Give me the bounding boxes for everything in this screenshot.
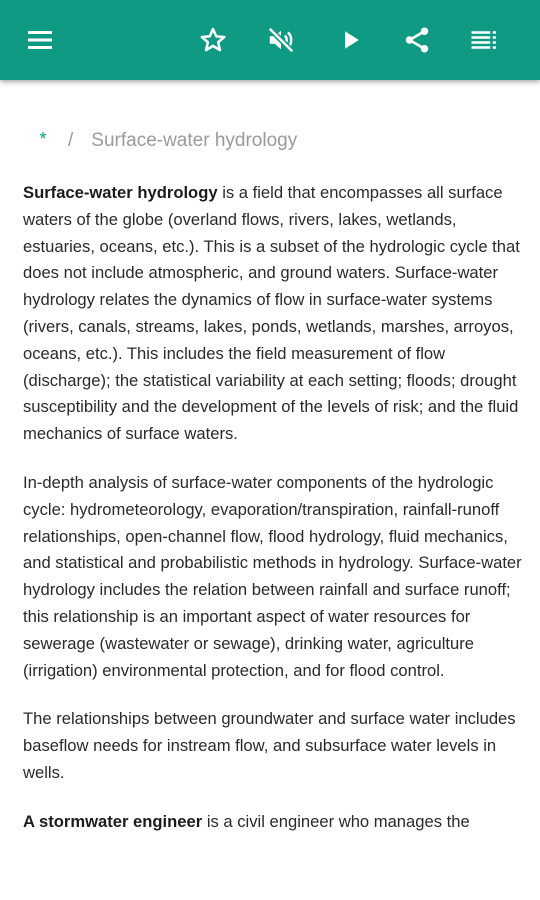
mute-button[interactable] [257, 16, 305, 64]
contents-button[interactable] [460, 16, 508, 64]
article-text: is a civil engineer who manages the [202, 811, 470, 831]
menu-button[interactable] [16, 16, 64, 64]
article-term: A stormwater engineer [23, 811, 203, 831]
article-term: Surface-water hydrology [23, 183, 218, 202]
list-icon [469, 25, 499, 55]
article-paragraph [23, 180, 523, 448]
article-paragraph [23, 809, 523, 836]
app-toolbar [0, 0, 540, 80]
volume-off-icon [266, 25, 296, 55]
favorite-button[interactable] [189, 16, 237, 64]
article-paragraph: In-depth analysis of surface-water components of the hydrologic cycle: hydrometeorology, evaporation/transpiration, rainfall-runoff relationships, open-channel flow, flood hydrology, fluid mechanics, and statistical and probabilistic methods in hydrology. Surface-water hydrology includes the relation between rainfall and surface runoff; this relationship is an important aspect of water resources for sewerage (wastewater or sewage), drinking water, agriculture (irrigation) environmental protection, and for flood control. [23, 472, 522, 680]
play-button[interactable] [326, 16, 374, 64]
breadcrumb-separator: / [68, 130, 74, 151]
breadcrumb-current: Surface-water hydrology [91, 130, 298, 151]
breadcrumb [36, 128, 297, 154]
star-icon [198, 25, 228, 55]
menu-icon [25, 25, 55, 55]
share-icon [402, 25, 432, 55]
article-text: is a field that encompasses all surface waters of the globe (overland flows, rivers, lakes, wetlands, estuaries, oceans, etc.). This is a subset of the hydrologic cycle that does not include atmospheric, and ground waters. Surface-water hydrology relates the dynamics of flow in surface-water systems (rivers, canals, streams, lakes, ponds, wetlands, marshes, arroyos, oceans, etc.). This includes the field measurement of flow (discharge); the statistical variability at each setting; floods; drought susceptibility and the development of the levels of risk; and the fluid mechanics of surface waters. [23, 183, 520, 444]
play-icon [335, 25, 365, 55]
article-paragraph: The relationships between groundwater and surface water includes baseflow needs for instream flow, and subsurface water levels in wells. [23, 709, 516, 782]
article-body [23, 180, 523, 858]
share-button[interactable] [393, 16, 441, 64]
article-view[interactable] [0, 80, 540, 900]
breadcrumb-home-link[interactable]: * [39, 128, 47, 149]
